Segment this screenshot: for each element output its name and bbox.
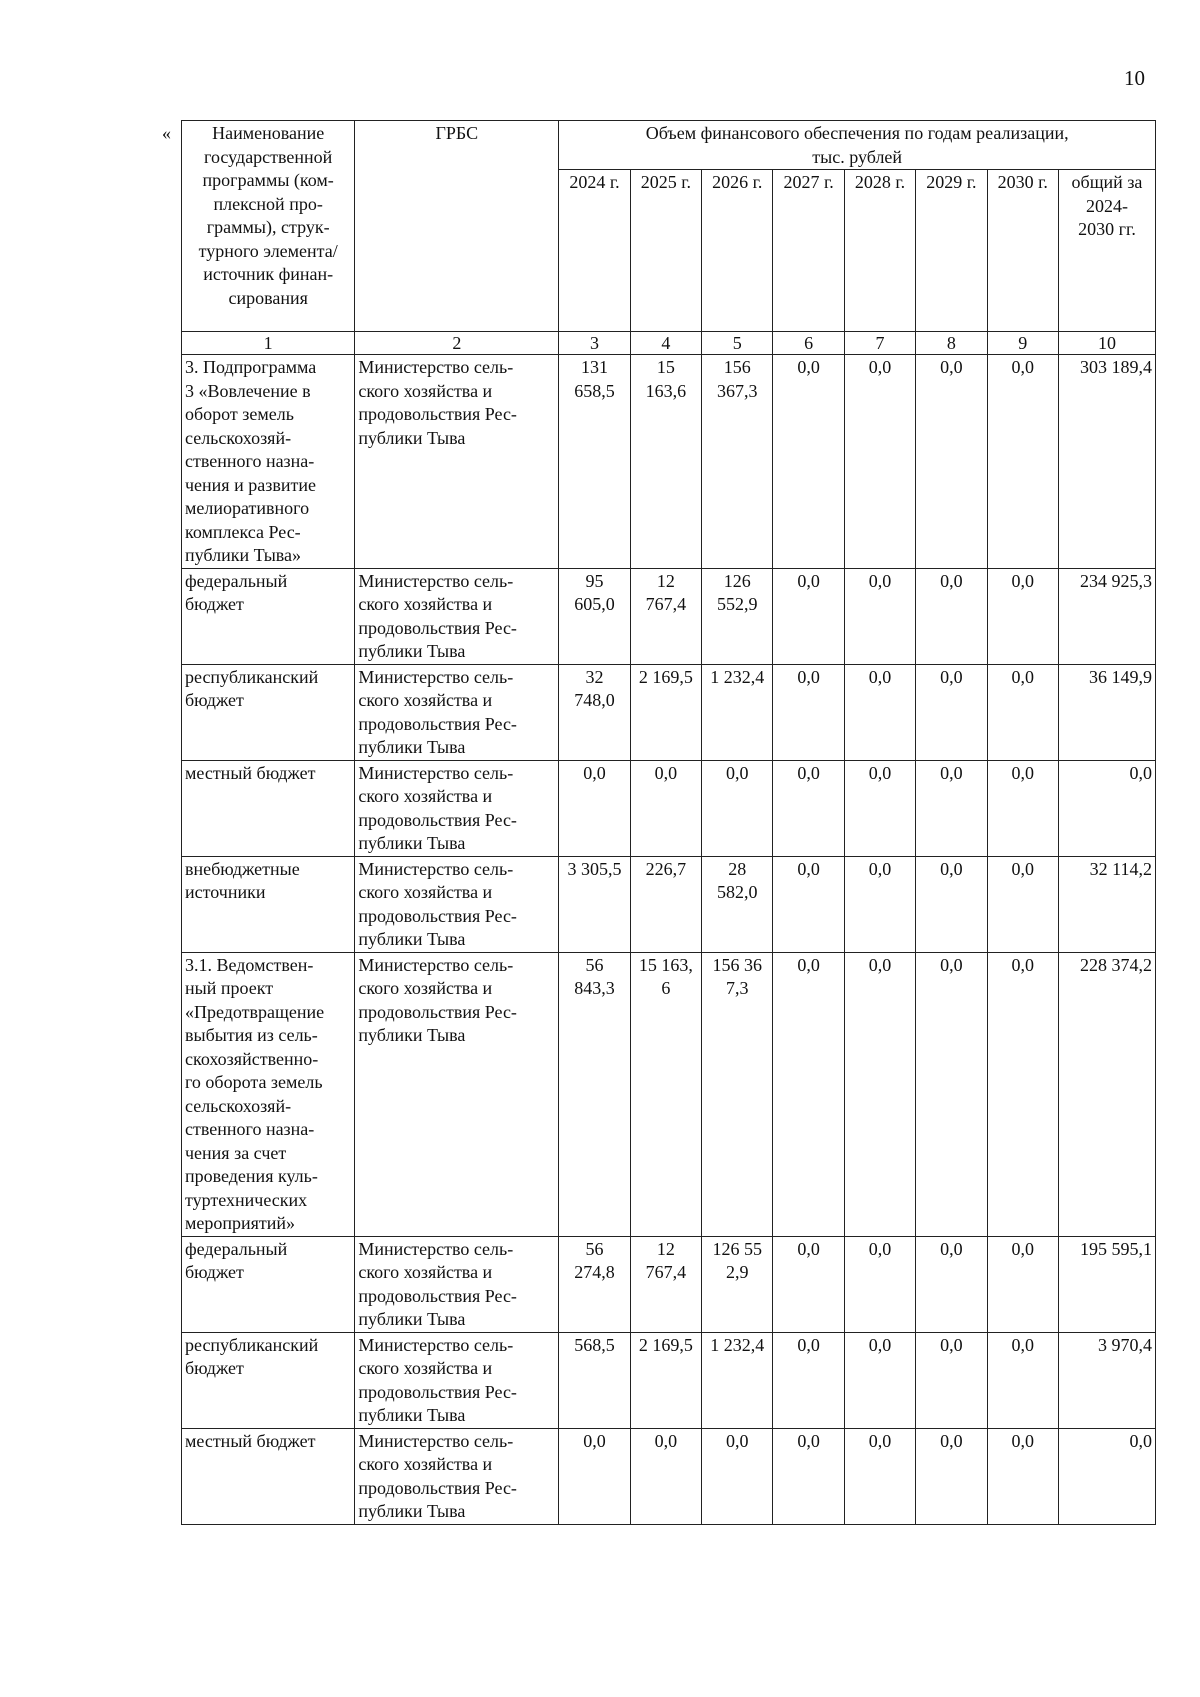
row-total: 3 970,4 xyxy=(1058,1332,1155,1428)
header-year: 2027 г. xyxy=(773,170,844,332)
row-year-value: 0,0 xyxy=(916,1428,987,1524)
table-row xyxy=(182,760,1156,856)
row-year-value: 1 232,4 xyxy=(702,664,773,760)
row-year-value: 156 36 7,3 xyxy=(702,952,773,1236)
row-total: 234 925,3 xyxy=(1058,568,1155,664)
row-year-value: 0,0 xyxy=(773,664,844,760)
column-numbers-row xyxy=(182,332,1156,355)
row-year-value: 56 274,8 xyxy=(559,1236,630,1332)
row-name: федеральный бюджет xyxy=(182,1236,355,1332)
row-year-value: 0,0 xyxy=(844,1428,915,1524)
row-total: 195 595,1 xyxy=(1058,1236,1155,1332)
header-grbs: ГРБС xyxy=(355,121,559,332)
row-year-value: 0,0 xyxy=(773,355,844,569)
row-year-value: 0,0 xyxy=(987,568,1058,664)
table-row xyxy=(182,952,1156,1236)
row-total: 303 189,4 xyxy=(1058,355,1155,569)
row-year-value: 0,0 xyxy=(844,568,915,664)
row-name: республиканский бюджет xyxy=(182,664,355,760)
row-year-value: 0,0 xyxy=(987,355,1058,569)
column-number: 9 xyxy=(987,332,1058,355)
row-grbs: Министерство сель- ского хозяйства и продовольствия Рес- публики Тыва xyxy=(355,760,559,856)
row-year-value: 0,0 xyxy=(773,568,844,664)
row-name: 3.1. Ведомствен- ный проект «Предотвращение выбытия из сель- скохозяйственно- го оборота земель сельскохозяй- ственного назна- чения за счет проведения куль- туртехнических мероприятий» xyxy=(182,952,355,1236)
row-grbs: Министерство сель- ского хозяйства и продовольствия Рес- публики Тыва xyxy=(355,664,559,760)
row-year-value: 0,0 xyxy=(916,856,987,952)
row-year-value: 2 169,5 xyxy=(630,664,701,760)
row-year-value: 0,0 xyxy=(559,1428,630,1524)
header-year: 2028 г. xyxy=(844,170,915,332)
table-row xyxy=(182,1332,1156,1428)
row-year-value: 32 748,0 xyxy=(559,664,630,760)
row-year-value: 95 605,0 xyxy=(559,568,630,664)
row-grbs: Министерство сель- ского хозяйства и продовольствия Рес- публики Тыва xyxy=(355,355,559,569)
header-year: общий за 2024- 2030 гг. xyxy=(1058,170,1155,332)
row-year-value: 0,0 xyxy=(916,760,987,856)
row-year-value: 0,0 xyxy=(773,760,844,856)
row-year-value: 1 232,4 xyxy=(702,1332,773,1428)
row-grbs: Министерство сель- ского хозяйства и продовольствия Рес- публики Тыва xyxy=(355,1236,559,1332)
row-year-value: 12 767,4 xyxy=(630,568,701,664)
row-year-value: 0,0 xyxy=(773,1332,844,1428)
row-name: местный бюджет xyxy=(182,1428,355,1524)
row-year-value: 156 367,3 xyxy=(702,355,773,569)
row-grbs: Министерство сель- ского хозяйства и продовольствия Рес- публики Тыва xyxy=(355,856,559,952)
column-number: 4 xyxy=(630,332,701,355)
row-total: 32 114,2 xyxy=(1058,856,1155,952)
header-name: Наименование государственной программы (ком- плексной про- граммы), струк- турного элемента/ источник финан- сирования xyxy=(182,121,355,332)
row-year-value: 0,0 xyxy=(987,760,1058,856)
page-number: 10 xyxy=(1124,66,1145,90)
table-row xyxy=(182,1428,1156,1524)
row-year-value: 0,0 xyxy=(987,952,1058,1236)
row-year-value: 226,7 xyxy=(630,856,701,952)
row-year-value: 0,0 xyxy=(773,952,844,1236)
row-grbs: Министерство сель- ского хозяйства и продовольствия Рес- публики Тыва xyxy=(355,1428,559,1524)
table-row xyxy=(182,856,1156,952)
row-year-value: 131 658,5 xyxy=(559,355,630,569)
column-number: 2 xyxy=(355,332,559,355)
table-row xyxy=(182,568,1156,664)
column-number: 1 xyxy=(182,332,355,355)
header-year: 2026 г. xyxy=(702,170,773,332)
row-year-value: 56 843,3 xyxy=(559,952,630,1236)
row-name: 3. Подпрограмма 3 «Вовлечение в оборот земель сельскохозяй- ственного назна- чения и развитие мелиоративного комплекса Рес- публики Тыва» xyxy=(182,355,355,569)
column-number: 10 xyxy=(1058,332,1155,355)
row-year-value: 2 169,5 xyxy=(630,1332,701,1428)
opening-quote-mark: « xyxy=(162,123,171,143)
table-row xyxy=(182,1236,1156,1332)
row-year-value: 0,0 xyxy=(702,1428,773,1524)
row-name: местный бюджет xyxy=(182,760,355,856)
column-number: 6 xyxy=(773,332,844,355)
row-year-value: 0,0 xyxy=(987,664,1058,760)
row-year-value: 0,0 xyxy=(844,856,915,952)
row-grbs: Министерство сель- ского хозяйства и продовольствия Рес- публики Тыва xyxy=(355,952,559,1236)
row-total: 36 149,9 xyxy=(1058,664,1155,760)
row-year-value: 0,0 xyxy=(630,760,701,856)
row-year-value: 0,0 xyxy=(844,1332,915,1428)
row-year-value: 0,0 xyxy=(844,1236,915,1332)
row-year-value: 0,0 xyxy=(773,1236,844,1332)
column-number: 8 xyxy=(916,332,987,355)
table-header xyxy=(182,121,1156,355)
row-year-value: 28 582,0 xyxy=(702,856,773,952)
row-year-value: 0,0 xyxy=(916,1236,987,1332)
row-year-value: 0,0 xyxy=(916,568,987,664)
header-year: 2024 г. xyxy=(559,170,630,332)
row-year-value: 0,0 xyxy=(916,1332,987,1428)
row-year-value: 0,0 xyxy=(844,760,915,856)
row-name: республиканский бюджет xyxy=(182,1332,355,1428)
row-year-value: 0,0 xyxy=(844,952,915,1236)
row-year-value: 126 552,9 xyxy=(702,568,773,664)
row-total: 0,0 xyxy=(1058,1428,1155,1524)
row-year-value: 15 163, 6 xyxy=(630,952,701,1236)
row-grbs: Министерство сель- ского хозяйства и продовольствия Рес- публики Тыва xyxy=(355,568,559,664)
row-name: федеральный бюджет xyxy=(182,568,355,664)
table-body xyxy=(182,355,1156,1525)
header-volume: Объем финансового обеспечения по годам реализации, тыс. рублей xyxy=(559,121,1156,170)
row-year-value: 0,0 xyxy=(773,1428,844,1524)
row-year-value: 0,0 xyxy=(702,760,773,856)
row-year-value: 0,0 xyxy=(630,1428,701,1524)
column-number: 5 xyxy=(702,332,773,355)
table-row xyxy=(182,664,1156,760)
row-year-value: 0,0 xyxy=(916,664,987,760)
header-year: 2025 г. xyxy=(630,170,701,332)
row-total: 228 374,2 xyxy=(1058,952,1155,1236)
row-year-value: 0,0 xyxy=(987,856,1058,952)
row-year-value: 568,5 xyxy=(559,1332,630,1428)
column-number: 7 xyxy=(844,332,915,355)
row-name: внебюджетные источники xyxy=(182,856,355,952)
table-row xyxy=(182,355,1156,569)
header-year: 2029 г. xyxy=(916,170,987,332)
row-year-value: 0,0 xyxy=(916,952,987,1236)
row-year-value: 0,0 xyxy=(987,1236,1058,1332)
row-year-value: 0,0 xyxy=(987,1332,1058,1428)
row-year-value: 0,0 xyxy=(916,355,987,569)
header-year: 2030 г. xyxy=(987,170,1058,332)
row-year-value: 0,0 xyxy=(987,1428,1058,1524)
row-year-value: 0,0 xyxy=(773,856,844,952)
row-grbs: Министерство сель- ского хозяйства и продовольствия Рес- публики Тыва xyxy=(355,1332,559,1428)
financing-table xyxy=(181,120,1156,1525)
row-year-value: 3 305,5 xyxy=(559,856,630,952)
column-number: 3 xyxy=(559,332,630,355)
row-year-value: 0,0 xyxy=(844,355,915,569)
row-year-value: 0,0 xyxy=(844,664,915,760)
row-year-value: 12 767,4 xyxy=(630,1236,701,1332)
row-year-value: 126 55 2,9 xyxy=(702,1236,773,1332)
row-year-value: 0,0 xyxy=(559,760,630,856)
row-year-value: 15 163,6 xyxy=(630,355,701,569)
row-total: 0,0 xyxy=(1058,760,1155,856)
